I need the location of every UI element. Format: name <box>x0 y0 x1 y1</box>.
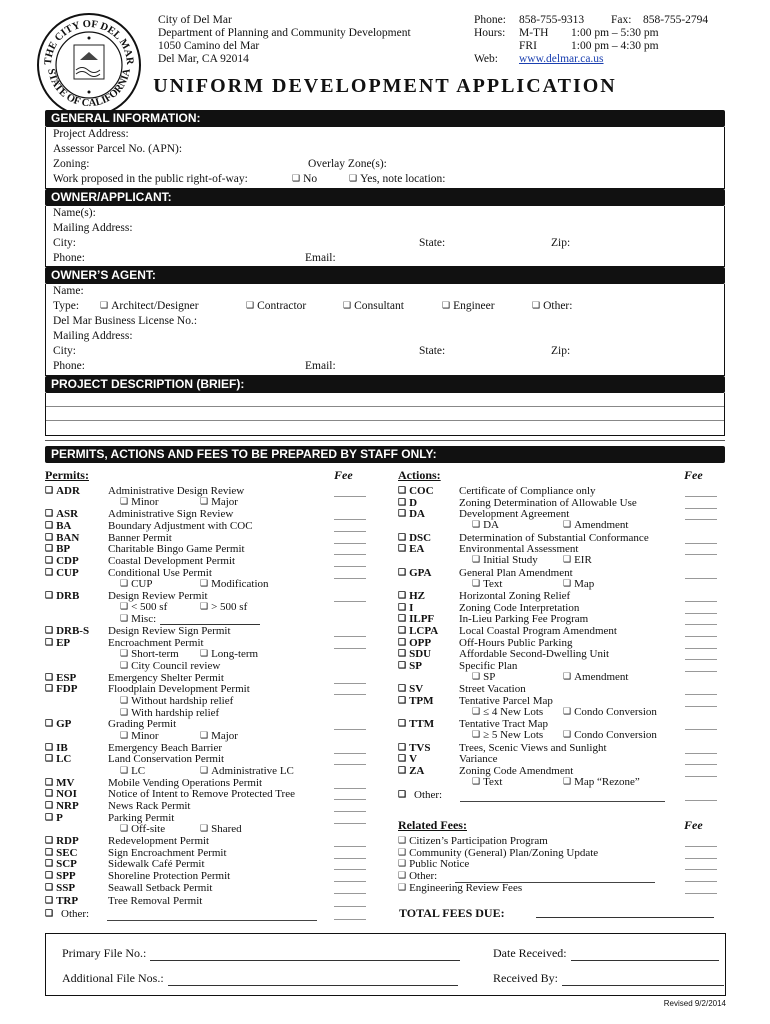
tpm-condo-checkbox[interactable]: ❑ Condo Conversion <box>563 706 657 718</box>
permit-fee-input[interactable] <box>334 811 366 812</box>
permit-checkbox[interactable]: ❑ LC <box>45 753 71 765</box>
permit-label: News Rack Permit <box>108 800 191 812</box>
action-checkbox[interactable]: ❑ GPA <box>398 567 431 579</box>
owner-phone-field[interactable]: Phone: <box>53 252 85 264</box>
action-checkbox[interactable]: ❑ LCPA <box>398 625 438 637</box>
type-other-checkbox[interactable]: ❑ Other: <box>532 300 572 312</box>
permit-label: Mobile Vending Operations Permit <box>108 777 263 789</box>
action-label: Variance <box>459 753 498 765</box>
gp-minor-checkbox[interactable]: ❑ Minor <box>120 730 159 742</box>
permit-label: Coastal Development Permit <box>108 555 236 567</box>
action-fee-input[interactable] <box>685 508 717 509</box>
action-label: Other: <box>414 789 443 801</box>
phone-number: 858-755-9313 <box>519 14 585 26</box>
permit-checkbox[interactable]: ❑ RDP <box>45 835 79 847</box>
date-received-field[interactable] <box>493 946 719 961</box>
related-fee-input[interactable] <box>685 881 717 882</box>
permit-fee-input[interactable] <box>334 881 366 882</box>
action-label: Zoning Determination of Allowable Use <box>459 497 637 509</box>
permit-label: Seawall Setback Permit <box>108 882 213 894</box>
permit-checkbox[interactable]: ❑ ASR <box>45 508 78 520</box>
actions-heading: Actions: <box>398 468 441 482</box>
permit-fee-input[interactable] <box>334 531 366 532</box>
permit-checkbox[interactable]: ❑ IB <box>45 742 68 754</box>
permit-fee-input[interactable] <box>334 554 366 555</box>
related-fee-input[interactable] <box>685 846 717 847</box>
permit-label: Banner Permit <box>108 532 172 544</box>
permit-label: Emergency Beach Barrier <box>108 742 223 754</box>
permit-checkbox[interactable]: ❑ EP <box>45 637 70 649</box>
related-fees-fee-label: Fee <box>684 818 703 832</box>
phone-label: Phone: <box>474 14 506 26</box>
action-fee-input[interactable] <box>685 764 717 765</box>
action-label: Determination of Substantial Conformance <box>459 532 649 544</box>
agent-name-field[interactable]: Name: <box>53 285 84 297</box>
agent-section <box>45 284 725 376</box>
owner-section <box>45 206 725 267</box>
permit-fee-input[interactable] <box>334 543 366 544</box>
web-label: Web: <box>474 53 498 65</box>
related-fee-checkbox[interactable]: ❑ Other: <box>398 870 437 882</box>
drb-under-500-checkbox[interactable]: ❑ < 500 sf <box>120 601 167 613</box>
ep-council-review-checkbox[interactable]: ❑ City Council review <box>120 660 220 672</box>
action-label: Specific Plan <box>459 660 518 672</box>
drb-over-500-checkbox[interactable]: ❑ > 500 sf <box>200 601 247 613</box>
additional-files-field[interactable] <box>62 971 458 986</box>
permit-checkbox[interactable]: ❑ SCP <box>45 858 77 870</box>
project-description-heading: PROJECT DESCRIPTION (BRIEF): <box>45 376 725 393</box>
adr-major-checkbox[interactable]: ❑ Major <box>200 496 238 508</box>
permit-checkbox[interactable]: ❑ DRB-S <box>45 625 89 637</box>
permit-checkbox[interactable]: ❑ ESP <box>45 672 76 684</box>
related-fee-input[interactable] <box>685 893 717 894</box>
fax-label: Fax: <box>611 14 632 26</box>
permit-checkbox[interactable]: ❑ CDP <box>45 555 79 567</box>
permits-heading: Permits: <box>45 468 89 482</box>
agent-phone-field[interactable]: Phone: <box>53 360 85 372</box>
permit-fee-input[interactable] <box>334 683 366 684</box>
action-label: Zoning Code Interpretation <box>459 602 580 614</box>
action-checkbox[interactable]: ❑ TVS <box>398 742 430 754</box>
total-fees-input[interactable] <box>536 917 714 918</box>
action-fee-input[interactable] <box>685 496 717 497</box>
hours-fri-day: FRI <box>519 40 537 52</box>
permit-label: Parking Permit <box>108 812 175 824</box>
action-checkbox[interactable]: ❑ OPP <box>398 637 431 649</box>
seal-bottom-text: STATE OF CALIFORNIA <box>45 67 133 110</box>
permit-checkbox[interactable]: ❑ CUP <box>45 567 79 579</box>
tpm-small-checkbox[interactable]: ❑ ≤ 4 New Lots <box>472 706 543 718</box>
permit-fee-input[interactable] <box>334 788 366 789</box>
related-fee-checkbox[interactable]: ❑ Public Notice <box>398 858 469 870</box>
permit-checkbox[interactable]: ❑ NRP <box>45 800 79 812</box>
action-fee-input[interactable] <box>685 671 717 672</box>
cup-cup-checkbox[interactable]: ❑ CUP <box>120 578 152 590</box>
owner-zip-field[interactable]: Zip: <box>551 237 571 249</box>
action-fee-input[interactable] <box>685 753 717 754</box>
ttm-large-checkbox[interactable]: ❑ ≥ 5 New Lots <box>472 729 543 741</box>
permit-label: Boundary Adjustment with COC <box>108 520 253 532</box>
gpa-map-checkbox[interactable]: ❑ Map <box>563 578 594 590</box>
action-label: In-Lieu Parking Fee Program <box>459 613 589 625</box>
action-fee-input[interactable] <box>685 776 717 777</box>
city-address-block <box>158 14 411 66</box>
permit-fee-input[interactable] <box>334 906 366 907</box>
action-fee-input[interactable] <box>685 729 717 730</box>
permit-fee-input[interactable] <box>334 753 366 754</box>
page-title: UNIFORM DEVELOPMENT APPLICATION <box>153 75 617 97</box>
action-checkbox[interactable] <box>398 789 409 801</box>
permit-fee-input[interactable] <box>334 869 366 870</box>
row-yes-checkbox[interactable]: ❑ Yes, note location: <box>349 173 445 185</box>
action-checkbox[interactable]: ❑ SP <box>398 660 422 672</box>
related-fee-checkbox[interactable]: ❑ Community (General) Plan/Zoning Update <box>398 847 598 859</box>
action-fee-input[interactable] <box>685 648 717 649</box>
street-address: 1050 Camino del Mar <box>158 40 260 52</box>
permit-label: Encroachment Permit <box>108 637 204 649</box>
general-info-heading: GENERAL INFORMATION: <box>45 110 725 127</box>
ea-initial-study-checkbox[interactable]: ❑ Initial Study <box>472 554 538 566</box>
type-contractor-checkbox[interactable]: ❑ Contractor <box>246 300 306 312</box>
za-map-checkbox[interactable]: ❑ Map “Rezone” <box>563 776 640 788</box>
permit-fee-input[interactable] <box>334 601 366 602</box>
action-label: Trees, Scenic Views and Sunlight <box>459 742 607 754</box>
agent-state-field[interactable]: State: <box>419 345 446 357</box>
sp-amendment-checkbox[interactable]: ❑ Amendment <box>563 671 628 683</box>
primary-file-label: Primary File No.: <box>62 946 147 960</box>
action-checkbox[interactable]: ❑ I <box>398 602 413 614</box>
permit-label: Sidewalk Café Permit <box>108 858 205 870</box>
permit-checkbox[interactable]: ❑ MV <box>45 777 74 789</box>
received-by-label: Received By: <box>493 971 558 985</box>
type-architect-checkbox[interactable]: ❑ Architect/Designer <box>100 300 199 312</box>
action-checkbox[interactable]: ❑ V <box>398 753 417 765</box>
permit-fee-input[interactable] <box>334 764 366 765</box>
permits-staff-heading: PERMITS, ACTIONS AND FEES TO BE PREPARED BY STAFF ONLY: <box>45 446 725 463</box>
owner-email-field[interactable]: Email: <box>305 252 336 264</box>
permit-checkbox[interactable] <box>45 908 56 920</box>
permit-label: Tree Removal Permit <box>108 895 203 907</box>
action-fee-input[interactable] <box>685 636 717 637</box>
additional-files-label: Additional File Nos.: <box>62 971 164 985</box>
permit-checkbox[interactable]: ❑ SEC <box>45 847 77 859</box>
action-label: Affordable Second-Dwelling Unit <box>459 648 610 660</box>
city-seal <box>36 12 142 118</box>
action-checkbox[interactable]: ❑ D <box>398 497 417 509</box>
action-label: General Plan Amendment <box>459 567 573 579</box>
gpa-text-checkbox[interactable]: ❑ Text <box>472 578 502 590</box>
action-label: Tentative Tract Map <box>459 718 549 730</box>
related-fee-input[interactable] <box>685 858 717 859</box>
agent-type-label: Type: <box>53 300 80 312</box>
owner-mailing-field[interactable]: Mailing Address: <box>53 222 133 234</box>
permit-label: Grading Permit <box>108 718 177 730</box>
type-consultant-checkbox[interactable]: ❑ Consultant <box>343 300 404 312</box>
owner-names-field[interactable]: Name(s): <box>53 207 96 219</box>
permit-checkbox[interactable]: ❑ BP <box>45 543 70 555</box>
permit-label: Other: <box>61 908 90 920</box>
hours-mth-day: M-TH <box>519 27 549 39</box>
action-label: Certificate of Compliance only <box>459 485 596 497</box>
action-checkbox[interactable]: ❑ COC <box>398 485 434 497</box>
action-checkbox[interactable]: ❑ TPM <box>398 695 434 707</box>
ep-short-term-checkbox[interactable]: ❑ Short-term <box>120 648 179 660</box>
agent-email-field[interactable]: Email: <box>305 360 336 372</box>
action-checkbox[interactable]: ❑ SV <box>398 683 423 695</box>
permit-checkbox[interactable]: ❑ GP <box>45 718 71 730</box>
permit-label: Administrative Design Review <box>108 485 245 497</box>
permit-fee-input[interactable] <box>334 648 366 649</box>
permit-fee-input[interactable] <box>334 919 366 920</box>
lc-administrative-checkbox[interactable]: ❑ Administrative LC <box>200 765 294 777</box>
permit-label: Sign Encroachment Permit <box>108 847 227 859</box>
action-label: Horizontal Zoning Relief <box>459 590 571 602</box>
permit-fee-input[interactable] <box>334 823 366 824</box>
overlay-zone-field[interactable]: Overlay Zone(s): <box>308 158 387 170</box>
action-fee-input[interactable] <box>685 613 717 614</box>
action-checkbox[interactable]: ❑ EA <box>398 543 424 555</box>
action-checkbox[interactable]: ❑ TTM <box>398 718 434 730</box>
fdp-without-relief-checkbox[interactable]: ❑ Without hardship relief <box>120 695 233 707</box>
city-name: City of Del Mar <box>158 14 232 26</box>
sp-sp-checkbox[interactable]: ❑ SP <box>472 671 495 683</box>
permit-other-input[interactable] <box>107 920 317 921</box>
fax-number: 858-755-2794 <box>643 14 709 26</box>
action-checkbox[interactable]: ❑ DA <box>398 508 425 520</box>
hours-fri: 1:00 pm – 4:30 pm <box>571 40 659 52</box>
project-address-field[interactable]: Project Address: <box>53 128 129 140</box>
action-fee-input[interactable] <box>685 624 717 625</box>
permit-fee-input[interactable] <box>334 799 366 800</box>
actions-fee-label: Fee <box>684 468 703 482</box>
action-checkbox[interactable]: ❑ ZA <box>398 765 424 777</box>
owner-state-field[interactable]: State: <box>419 237 446 249</box>
related-fees-heading: Related Fees: <box>398 818 467 832</box>
permit-label: Conditional Use Permit <box>108 567 212 579</box>
ttm-condo-checkbox[interactable]: ❑ Condo Conversion <box>563 729 657 741</box>
action-label: Tentative Parcel Map <box>459 695 553 707</box>
seal-top-text: THE CITY OF DEL MAR <box>42 18 136 66</box>
permit-fee-input[interactable] <box>334 566 366 567</box>
permit-checkbox[interactable]: ❑ ADR <box>45 485 80 497</box>
ep-long-term-checkbox[interactable]: ❑ Long-term <box>200 648 258 660</box>
permit-fee-input[interactable] <box>334 578 366 579</box>
permit-label: Notice of Intent to Remove Protected Tree <box>108 788 295 800</box>
total-fees-label: TOTAL FEES DUE: <box>399 906 505 920</box>
action-fee-input[interactable] <box>685 554 717 555</box>
permit-fee-input[interactable] <box>334 496 366 497</box>
action-fee-input[interactable] <box>685 706 717 707</box>
permit-label: Land Conservation Permit <box>108 753 225 765</box>
revision-date: Revised 9/2/2014 <box>663 999 726 1008</box>
permits-fee-label: Fee <box>334 468 353 482</box>
action-label: Street Vacation <box>459 683 526 695</box>
action-fee-input[interactable] <box>685 694 717 695</box>
action-label: Development Agreement <box>459 508 570 520</box>
permit-checkbox[interactable]: ❑ FDP <box>45 683 77 695</box>
ea-eir-checkbox[interactable]: ❑ EIR <box>563 554 592 566</box>
action-checkbox[interactable]: ❑ DSC <box>398 532 431 544</box>
action-fee-input[interactable] <box>685 543 717 544</box>
permit-fee-input[interactable] <box>334 636 366 637</box>
action-fee-input[interactable] <box>685 519 717 520</box>
staff-use-box <box>45 933 726 996</box>
hours-mth: 1:00 pm – 5:30 pm <box>571 27 659 39</box>
permit-checkbox[interactable]: ❑ SPP <box>45 870 76 882</box>
permit-fee-input[interactable] <box>334 519 366 520</box>
agent-heading: OWNER’S AGENT: <box>45 267 725 284</box>
action-checkbox[interactable]: ❑ ILPF <box>398 613 434 625</box>
fdp-with-relief-checkbox[interactable]: ❑ With hardship relief <box>120 707 219 719</box>
za-text-checkbox[interactable]: ❑ Text <box>472 776 502 788</box>
permit-label: Administrative Sign Review <box>108 508 234 520</box>
permit-label: Shoreline Protection Permit <box>108 870 231 882</box>
permit-fee-input[interactable] <box>334 694 366 695</box>
row-no-checkbox[interactable]: ❑ No <box>292 173 317 185</box>
related-fee-input[interactable] <box>685 869 717 870</box>
public-row-label: Work proposed in the public right-of-way: <box>53 173 248 185</box>
permit-label: Floodplain Development Permit <box>108 683 250 695</box>
related-fee-checkbox[interactable]: ❑ Citizen’s Participation Program <box>398 835 548 847</box>
permit-fee-input[interactable] <box>334 729 366 730</box>
zoning-field[interactable]: Zoning: <box>53 158 90 170</box>
permit-checkbox[interactable]: ❑ DRB <box>45 590 79 602</box>
received-by-field[interactable] <box>493 971 724 986</box>
permit-label: Redevelopment Permit <box>108 835 210 847</box>
agent-mailing-field[interactable]: Mailing Address: <box>53 330 133 342</box>
related-fee-checkbox[interactable]: ❑ Engineering Review Fees <box>398 882 522 894</box>
action-label: Zoning Code Amendment <box>459 765 574 777</box>
permit-checkbox[interactable]: ❑ TRP <box>45 895 78 907</box>
hours-label: Hours: <box>474 27 506 39</box>
permit-label: Charitable Bingo Game Permit <box>108 543 245 555</box>
permit-fee-input[interactable] <box>334 846 366 847</box>
permit-checkbox[interactable]: ❑ NOI <box>45 788 77 800</box>
website-link[interactable]: www.delmar.ca.us <box>519 53 604 65</box>
apn-field[interactable]: Assessor Parcel No. (APN): <box>53 143 183 155</box>
date-received-label: Date Received: <box>493 946 567 960</box>
type-engineer-checkbox[interactable]: ❑ Engineer <box>442 300 495 312</box>
agent-city-field[interactable]: City: <box>53 345 77 357</box>
p-shared-checkbox[interactable]: ❑ Shared <box>200 823 242 835</box>
owner-heading: OWNER/APPLICANT: <box>45 189 725 206</box>
permit-fee-input[interactable] <box>334 893 366 894</box>
cup-modification-checkbox[interactable]: ❑ Modification <box>200 578 269 590</box>
city-state-zip: Del Mar, CA 92014 <box>158 53 249 65</box>
permit-fee-input[interactable] <box>334 858 366 859</box>
action-label: Environmental Assessment <box>459 543 579 555</box>
permit-checkbox[interactable]: ❑ BA <box>45 520 71 532</box>
contact-labels <box>474 14 506 66</box>
action-label: Local Coastal Program Amendment <box>459 625 617 637</box>
da-da-checkbox[interactable]: ❑ DA <box>472 519 499 531</box>
owner-city-field[interactable]: City: <box>53 237 77 249</box>
permit-label: Emergency Shelter Permit <box>108 672 224 684</box>
action-fee-input[interactable] <box>685 601 717 602</box>
business-license-field[interactable]: Del Mar Business License No.: <box>53 315 198 327</box>
permit-checkbox[interactable]: ❑ P <box>45 812 63 824</box>
general-info-section <box>45 127 725 189</box>
lc-lc-checkbox[interactable]: ❑ LC <box>120 765 145 777</box>
action-fee-input[interactable] <box>685 659 717 660</box>
action-checkbox[interactable]: ❑ HZ <box>398 590 425 602</box>
permit-label: Design Review Sign Permit <box>108 625 231 637</box>
da-amendment-checkbox[interactable]: ❑ Amendment <box>563 519 628 531</box>
drb-misc-checkbox[interactable]: ❑ Misc: <box>120 613 260 625</box>
action-other-input[interactable] <box>460 801 665 802</box>
action-fee-input[interactable] <box>685 800 717 801</box>
action-fee-input[interactable] <box>685 578 717 579</box>
project-description-box[interactable] <box>45 393 725 436</box>
permit-label: Design Review Permit <box>108 590 208 602</box>
permit-checkbox[interactable]: ❑ BAN <box>45 532 79 544</box>
p-offsite-checkbox[interactable]: ❑ Off-site <box>120 823 165 835</box>
primary-file-field[interactable] <box>62 946 460 961</box>
action-checkbox[interactable]: ❑ SDU <box>398 648 431 660</box>
department-name: Department of Planning and Community Development <box>158 27 411 39</box>
adr-minor-checkbox[interactable]: ❑ Minor <box>120 496 159 508</box>
gp-major-checkbox[interactable]: ❑ Major <box>200 730 238 742</box>
action-label: Off-Hours Public Parking <box>459 637 573 649</box>
agent-zip-field[interactable]: Zip: <box>551 345 571 357</box>
permit-checkbox[interactable]: ❑ SSP <box>45 882 75 894</box>
